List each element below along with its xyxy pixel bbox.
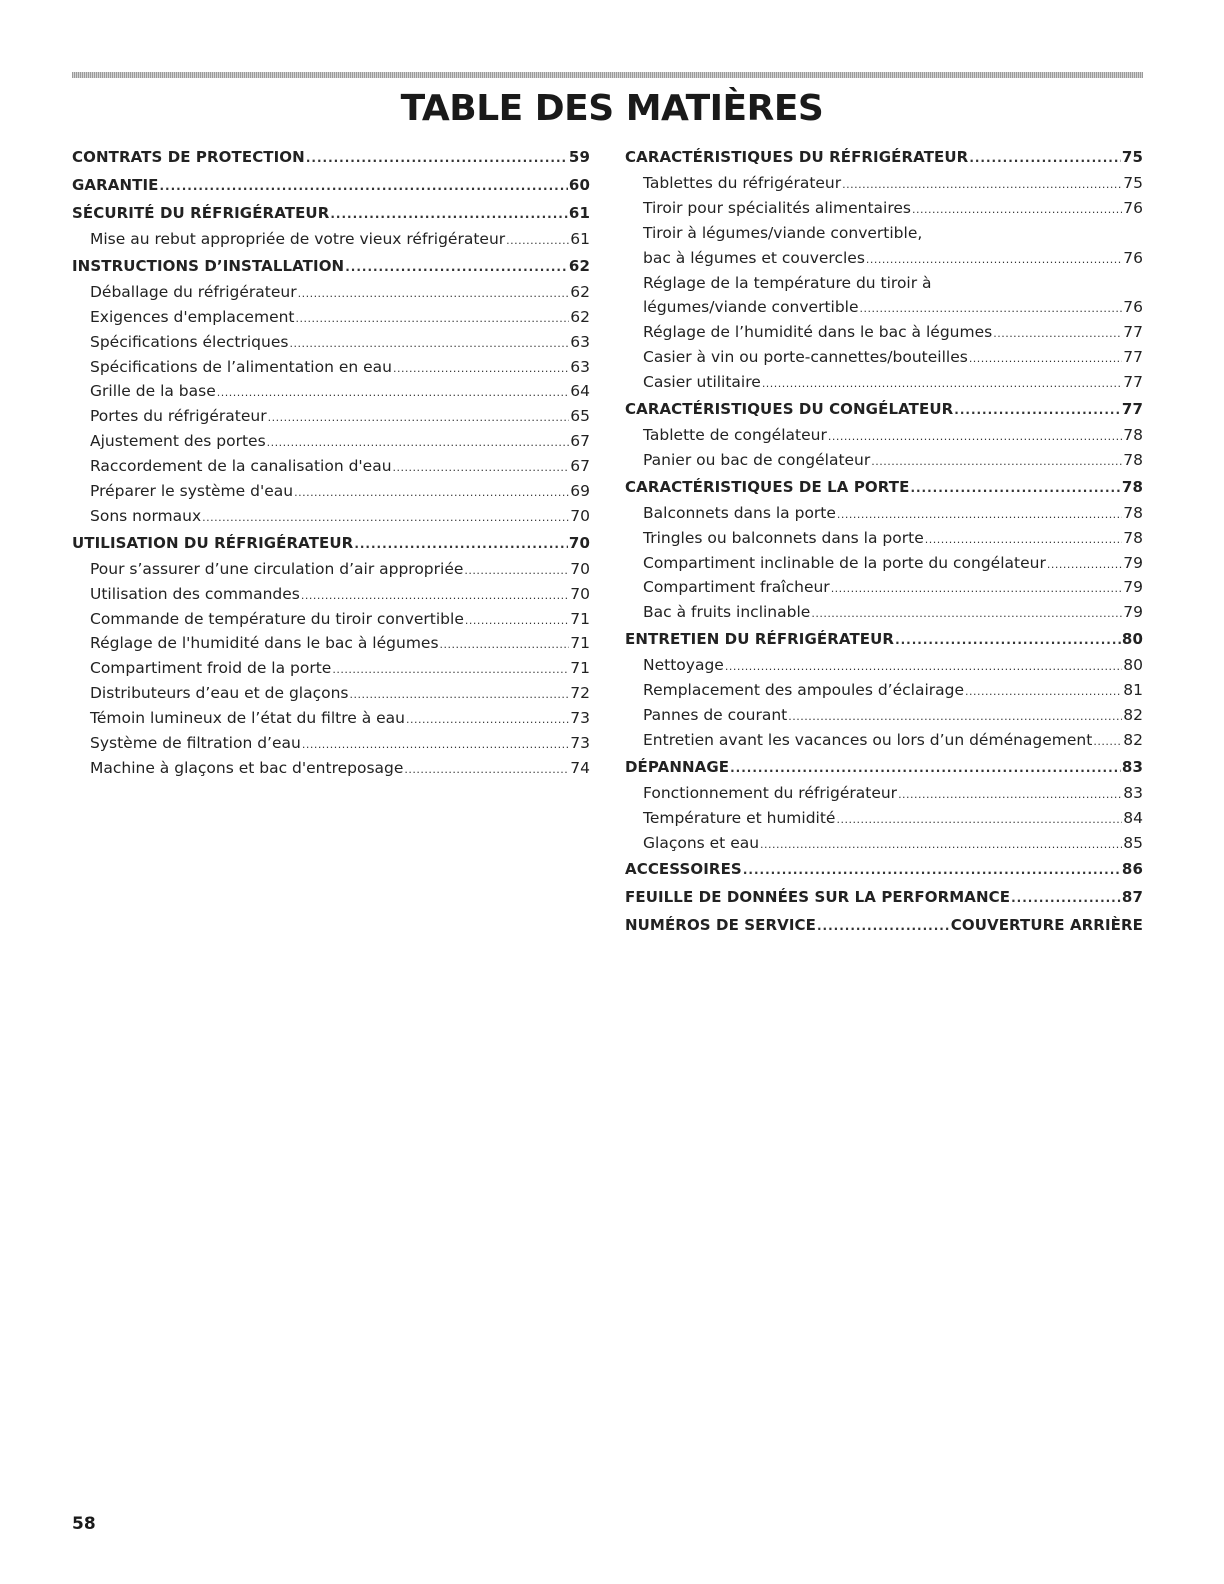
toc-dot-leader	[837, 503, 1122, 526]
toc-page-number: 62	[570, 282, 590, 301]
toc-page-number: 70	[570, 584, 590, 603]
toc-subsection-entry[interactable]	[625, 653, 1143, 678]
toc-entry-label: Compartiment fraîcheur	[643, 578, 830, 597]
toc-dot-leader	[1093, 730, 1122, 753]
toc-section-entry[interactable]	[72, 199, 590, 227]
toc-dot-leader	[506, 229, 569, 252]
toc-entry-label: GARANTIE	[72, 176, 159, 194]
toc-subsection-entry[interactable]	[72, 631, 590, 656]
toc-entry-label: NUMÉROS DE SERVICE	[625, 916, 816, 935]
toc-page-number: 76	[1123, 248, 1143, 267]
toc-section-entry[interactable]	[625, 883, 1143, 911]
toc-entry-label: Remplacement des ampoules d’éclairage	[643, 681, 965, 700]
toc-page-number: 75	[1121, 148, 1143, 166]
toc-page-number: 61	[570, 230, 590, 248]
top-rule	[72, 72, 1143, 78]
toc-entry-label: Panier ou bac de congélateur	[643, 450, 871, 469]
toc-page-number: 63	[570, 357, 590, 376]
toc-dot-leader	[912, 198, 1122, 221]
toc-page-number: 85	[1123, 833, 1143, 852]
toc-subsection-entry[interactable]	[625, 423, 1143, 448]
toc-subsection-entry[interactable]	[72, 305, 590, 330]
toc-dot-leader	[217, 381, 570, 404]
toc-entry-label: Réglage de l'humidité dans le bac à légumes	[90, 634, 439, 653]
toc-entry-label: CARACTÉRISTIQUES DE LA PORTE	[625, 477, 910, 496]
toc-dot-leader	[1047, 553, 1122, 576]
toc-section-entry[interactable]	[625, 625, 1143, 653]
toc-page-number: 77	[1121, 400, 1143, 419]
toc-dot-leader	[895, 626, 1121, 653]
toc-subsection-entry[interactable]	[72, 731, 590, 756]
toc-entry-label: Utilisation des commandes	[90, 584, 300, 603]
toc-dot-leader	[788, 705, 1122, 728]
toc-entry-label: Déballage du réfrigérateur	[90, 282, 297, 301]
toc-entry-label: Portes du réfrigérateur	[90, 407, 267, 426]
toc-subsection-entry[interactable]	[625, 600, 1143, 625]
toc-dot-leader	[202, 506, 569, 529]
toc-entry-label: Nettoyage	[643, 656, 724, 675]
toc-page-number: 87	[1121, 888, 1143, 907]
toc-entry-label: Préparer le système d'eau	[90, 482, 294, 501]
toc-page-number: 63	[570, 332, 590, 351]
toc-entry-label: Tiroir à légumes/viande convertible,	[643, 223, 923, 242]
toc-subsection-entry[interactable]	[72, 582, 590, 607]
toc-entry-label: Tiroir pour spécialités alimentaires	[643, 198, 911, 217]
toc-entry-label: Sons normaux	[90, 506, 202, 525]
toc-page-number: 73	[570, 709, 590, 728]
toc-dot-leader	[330, 200, 568, 227]
toc-dot-leader	[294, 481, 569, 504]
toc-entry-label: Tablette de congélateur	[643, 426, 827, 445]
toc-entry-label: Tablettes du réfrigérateur	[643, 174, 842, 192]
toc-entry-label: Température et humidité	[643, 808, 836, 827]
toc-dot-leader	[440, 633, 570, 656]
toc-entry-label: CONTRATS DE PROTECTION	[72, 148, 305, 166]
toc-dot-leader	[910, 474, 1120, 501]
toc-page-number: COUVERTURE ARRIÈRE	[950, 916, 1143, 935]
toc-subsection-entry[interactable]	[625, 345, 1143, 370]
toc-entry-label: Système de filtration d’eau	[90, 734, 301, 753]
toc-page-number: 77	[1123, 373, 1143, 392]
toc-dot-leader	[760, 833, 1122, 856]
toc-entry-label: Distributeurs d’eau et de glaçons	[90, 684, 349, 703]
toc-subsection-entry[interactable]	[625, 781, 1143, 806]
toc-section-entry[interactable]	[72, 143, 590, 171]
toc-subsection-entry[interactable]	[625, 703, 1143, 728]
toc-right-column	[625, 143, 1143, 939]
toc-subsection-entry[interactable]	[625, 806, 1143, 831]
toc-page-number: 83	[1123, 783, 1143, 802]
toc-page-number: 71	[570, 659, 590, 678]
toc-dot-leader	[730, 754, 1121, 781]
toc-subsection-entry[interactable]	[625, 221, 1143, 246]
toc-page-number: 78	[1123, 503, 1143, 522]
toc-dot-leader	[842, 173, 1122, 196]
toc-subsection-entry[interactable]	[625, 501, 1143, 526]
toc-subsection-entry[interactable]	[72, 607, 590, 632]
toc-page-number: 60	[568, 176, 590, 194]
toc-page-number: 59	[568, 148, 590, 166]
toc-subsection-entry[interactable]	[72, 227, 590, 252]
toc-dot-leader	[811, 602, 1122, 625]
toc-dot-leader	[296, 307, 570, 330]
toc-subsection-entry[interactable]	[72, 557, 590, 582]
toc-page-number: 78	[1123, 426, 1143, 445]
toc-section-entry[interactable]	[625, 473, 1143, 501]
toc-entry-label: Témoin lumineux de l’état du filtre à eau	[90, 709, 405, 728]
toc-entry-label: INSTRUCTIONS D’INSTALLATION	[72, 256, 345, 275]
toc-dot-leader	[267, 431, 570, 454]
toc-section-entry[interactable]	[625, 911, 1143, 939]
toc-dot-leader	[345, 253, 568, 280]
toc-dot-leader	[301, 584, 569, 607]
toc-page-number: 71	[570, 634, 590, 653]
toc-section-entry[interactable]	[625, 855, 1143, 883]
toc-dot-leader	[406, 708, 569, 731]
toc-entry-label: DÉPANNAGE	[625, 757, 730, 776]
toc-subsection-entry[interactable]	[72, 681, 590, 706]
toc-entry-label: CARACTÉRISTIQUES DU RÉFRIGÉRATEUR	[625, 148, 969, 166]
toc-page-number: 79	[1123, 603, 1143, 622]
toc-subsection-entry[interactable]	[625, 448, 1143, 473]
toc-entry-label: Entretien avant les vacances ou lors d’un déménagement	[643, 730, 1093, 749]
toc-dot-leader	[898, 783, 1122, 806]
toc-entry-label: Casier à vin ou porte-cannettes/bouteilles	[643, 348, 968, 367]
toc-section-entry[interactable]	[72, 171, 590, 199]
toc-dot-leader	[465, 609, 569, 632]
toc-dot-leader	[306, 144, 568, 171]
toc-entry-label: Raccordement de la canalisation d'eau	[90, 457, 392, 476]
toc-dot-leader	[925, 528, 1123, 551]
toc-page-number: 77	[1123, 323, 1143, 342]
toc-entry-label: Ajustement des portes	[90, 432, 266, 451]
toc-dot-leader	[332, 658, 569, 681]
toc-dot-leader	[464, 559, 569, 582]
toc-dot-leader	[725, 655, 1122, 678]
toc-dot-leader	[160, 172, 568, 199]
toc-page-number: 62	[568, 256, 590, 275]
toc-page-number: 64	[570, 382, 590, 401]
toc-subsection-entry[interactable]	[72, 706, 590, 731]
toc-dot-leader	[762, 372, 1122, 395]
toc-subsection-entry[interactable]	[625, 320, 1143, 345]
toc-entry-label: Pannes de courant	[643, 706, 788, 725]
toc-page-number: 74	[570, 758, 590, 777]
toc-entry-label: Réglage de la température du tiroir à	[643, 273, 932, 292]
toc-dot-leader	[354, 530, 568, 557]
toc-subsection-entry[interactable]	[72, 379, 590, 404]
toc-subsection-entry[interactable]	[72, 330, 590, 355]
toc-dot-leader	[969, 347, 1122, 370]
toc-subsection-entry[interactable]	[625, 196, 1143, 221]
toc-subsection-entry[interactable]	[72, 404, 590, 429]
toc-page-number: 71	[570, 609, 590, 628]
toc-page-number: 81	[1123, 681, 1143, 700]
toc-subsection-entry[interactable]	[625, 575, 1143, 600]
toc-subsection-entry[interactable]	[625, 271, 1143, 296]
toc-entry-label: Grille de la base	[90, 382, 216, 401]
toc-subsection-entry[interactable]	[625, 526, 1143, 551]
toc-page-number: 69	[570, 482, 590, 501]
toc-dot-leader	[298, 282, 570, 305]
toc-dot-leader	[831, 577, 1123, 600]
toc-dot-leader	[268, 406, 570, 429]
toc-page-number: 73	[570, 734, 590, 753]
toc-dot-leader	[1011, 884, 1121, 911]
toc-page-number: 82	[1123, 730, 1143, 749]
toc-entry-label: FEUILLE DE DONNÉES SUR LA PERFORMANCE	[625, 888, 1011, 907]
toc-dot-leader	[866, 248, 1122, 271]
toc-dot-leader	[965, 680, 1122, 703]
toc-page-number: 61	[568, 204, 590, 222]
toc-subsection-entry[interactable]	[625, 370, 1143, 395]
toc-page-number: 70	[570, 506, 590, 525]
toc-entry-label: Spécifications électriques	[90, 332, 289, 351]
toc-subsection-entry[interactable]	[625, 295, 1143, 320]
toc-dot-leader	[393, 357, 569, 380]
toc-page-number: 62	[570, 307, 590, 326]
toc-page-number: 72	[570, 684, 590, 703]
toc-page-number: 79	[1123, 553, 1143, 572]
toc-page-number: 75	[1123, 174, 1143, 192]
toc-subsection-entry[interactable]	[72, 355, 590, 380]
toc-subsection-entry[interactable]	[72, 656, 590, 681]
toc-section-entry[interactable]	[625, 143, 1143, 171]
toc-page-number: 67	[570, 432, 590, 451]
toc-entry-label: Fonctionnement du réfrigérateur	[643, 783, 898, 802]
toc-entry-label: Commande de température du tiroir convertible	[90, 609, 464, 628]
toc-dot-leader	[993, 322, 1122, 345]
toc-dot-leader	[404, 758, 569, 781]
toc-entry-label: Exigences d'emplacement	[90, 307, 295, 326]
toc-left-column	[72, 143, 590, 781]
toc-entry-label: CARACTÉRISTIQUES DU CONGÉLATEUR	[625, 400, 954, 419]
toc-entry-label: bac à légumes et couvercles	[643, 248, 865, 267]
toc-dot-leader	[954, 396, 1121, 423]
page-title: TABLE DES MATIÈRES	[400, 88, 824, 129]
toc-section-entry[interactable]	[625, 395, 1143, 423]
toc-entry-label: Compartiment froid de la porte	[90, 659, 332, 678]
toc-subsection-entry[interactable]	[625, 831, 1143, 856]
toc-subsection-entry[interactable]	[625, 171, 1143, 196]
toc-dot-leader	[743, 856, 1121, 883]
toc-page-number: 70	[568, 533, 590, 552]
toc-entry-label: Réglage de l’humidité dans le bac à légumes	[643, 323, 993, 342]
toc-entry-label: Pour s’assurer d’une circulation d’air appropriée	[90, 559, 464, 578]
toc-section-entry[interactable]	[625, 753, 1143, 781]
page-number: 58	[72, 1514, 96, 1534]
toc-entry-label: UTILISATION DU RÉFRIGÉRATEUR	[72, 533, 354, 552]
toc-page-number: 78	[1123, 528, 1143, 547]
toc-subsection-entry[interactable]	[625, 728, 1143, 753]
toc-dot-leader	[969, 144, 1121, 171]
toc-page-number: 76	[1123, 198, 1143, 217]
toc-entry-label: Tringles ou balconnets dans la porte	[643, 528, 924, 547]
toc-entry-label: légumes/viande convertible	[643, 298, 859, 317]
toc-entry-label: Balconnets dans la porte	[643, 503, 836, 522]
toc-page-number: 78	[1123, 450, 1143, 469]
toc-page-number: 80	[1121, 630, 1143, 649]
toc-dot-leader	[350, 683, 570, 706]
toc-entry-label: Mise au rebut appropriée de votre vieux réfrigérateur	[90, 230, 506, 248]
toc-entry-label: Bac à fruits inclinable	[643, 603, 811, 622]
toc-page-number: 83	[1121, 757, 1143, 776]
toc-dot-leader	[836, 808, 1122, 831]
toc-subsection-entry[interactable]	[625, 678, 1143, 703]
toc-section-entry[interactable]	[72, 252, 590, 280]
toc-subsection-entry[interactable]	[72, 504, 590, 529]
toc-entry-label: ENTRETIEN DU RÉFRIGÉRATEUR	[625, 630, 895, 649]
toc-dot-leader	[817, 912, 950, 939]
toc-entry-label: Compartiment inclinable de la porte du congélateur	[643, 553, 1046, 572]
toc-entry-label: ACCESSOIRES	[625, 860, 742, 879]
toc-page-number: 84	[1123, 808, 1143, 827]
toc-section-entry[interactable]	[72, 529, 590, 557]
toc-page-number: 67	[570, 457, 590, 476]
toc-entry-label: SÉCURITÉ DU RÉFRIGÉRATEUR	[72, 204, 330, 222]
toc-page-number: 80	[1123, 656, 1143, 675]
toc-subsection-entry[interactable]	[72, 280, 590, 305]
toc-subsection-entry[interactable]	[72, 454, 590, 479]
toc-subsection-entry[interactable]	[72, 479, 590, 504]
toc-subsection-entry[interactable]	[72, 429, 590, 454]
toc-entry-label: Glaçons et eau	[643, 833, 760, 852]
toc-page-number: 78	[1121, 477, 1143, 496]
toc-dot-leader	[289, 332, 569, 355]
toc-dot-leader	[393, 456, 570, 479]
toc-page-number: 79	[1123, 578, 1143, 597]
toc-page-number: 70	[570, 559, 590, 578]
toc-dot-leader	[860, 297, 1123, 320]
toc-subsection-entry[interactable]	[625, 246, 1143, 271]
toc-entry-label: Spécifications de l’alimentation en eau	[90, 357, 392, 376]
toc-dot-leader	[302, 733, 569, 756]
toc-page-number: 65	[570, 407, 590, 426]
toc-page-number: 82	[1123, 706, 1143, 725]
toc-dot-leader	[828, 425, 1122, 448]
toc-entry-label: Machine à glaçons et bac d'entreposage	[90, 758, 404, 777]
toc-subsection-entry[interactable]	[72, 756, 590, 781]
toc-page-number: 86	[1121, 860, 1143, 879]
toc-entry-label: Casier utilitaire	[643, 373, 761, 392]
toc-subsection-entry[interactable]	[625, 551, 1143, 576]
toc-dot-leader	[871, 450, 1122, 473]
toc-page-number: 77	[1123, 348, 1143, 367]
toc-page-number: 76	[1123, 298, 1143, 317]
